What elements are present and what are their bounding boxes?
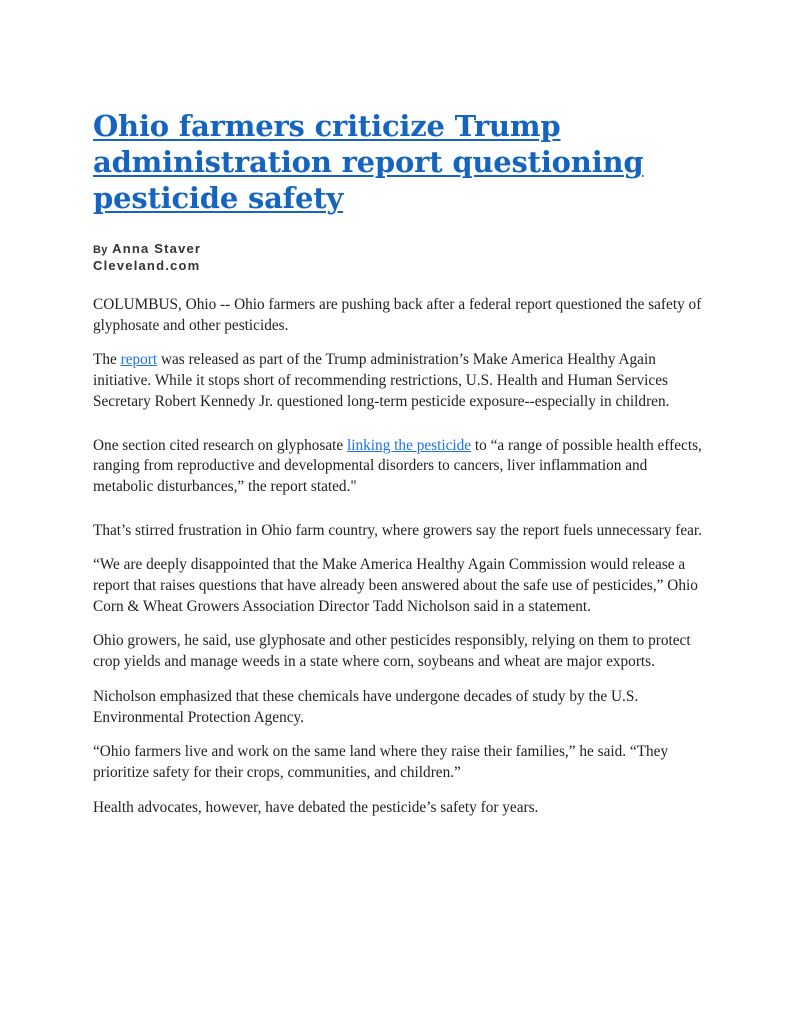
- report-link[interactable]: report: [120, 351, 158, 369]
- paragraph-text: was released as part of the Trump administration’s Make America Healthy Again initiative. While it stops short of recommending restrictions, U.S. Health and Human Services Secretary Robert Kennedy Jr. questioned long-term pesticide exposure--especially in children.: [93, 351, 670, 410]
- outlet-name: Cleveland.com: [93, 258, 201, 273]
- article-headline[interactable]: [93, 108, 703, 216]
- paragraph: COLUMBUS, Ohio -- Ohio farmers are pushing back after a federal report questioned the safety of glyphosate and other pesticides.: [93, 296, 702, 334]
- headline-link[interactable]: Ohio farmers criticize Trump administration report questioning pesticide safety: [93, 109, 644, 215]
- byline: [93, 241, 703, 274]
- article-body: [93, 295, 703, 818]
- paragraph-text: to “a range of possible health effects, ranging from reproductive and developmental disorders to cancers, liver inflammation and metabolic disturbances,” the report stated.": [93, 436, 702, 495]
- paragraph: That’s stirred frustration in Ohio farm country, where growers say the report fuels unnecessary fear.: [93, 521, 702, 539]
- paragraph-text: The: [93, 351, 121, 369]
- paragraph: “Ohio farmers live and work on the same land where they raise their families,” he said. “They prioritize safety for their crops, communities, and children.”: [93, 743, 669, 781]
- author-name: Anna Staver: [112, 241, 202, 256]
- linking-the-pesticide-link[interactable]: linking the pesticide: [347, 436, 472, 454]
- paragraph: [93, 350, 703, 412]
- paragraph-text: One section cited research on glyphosate: [93, 436, 348, 454]
- byline-prefix: By: [93, 244, 108, 256]
- article: [93, 108, 703, 832]
- paragraph: Ohio growers, he said, use glyphosate and other pesticides responsibly, relying on them to protect crop yields and manage weeds in a state where corn, soybeans and wheat are major exports.: [93, 632, 691, 671]
- paragraph: “We are deeply disappointed that the Make America Healthy Again Commission would release a report that raises questions that have already been answered about the safe use of pesticides,” Ohio Corn & Wheat Growers Association Director Tadd Nicholson said in a statement.: [93, 556, 698, 615]
- paragraph: Nicholson emphasized that these chemicals have undergone decades of study by the U.S. Environmental Protection Agency.: [93, 687, 639, 726]
- paragraph: Health advocates, however, have debated the pesticide’s safety for years.: [93, 798, 539, 816]
- paragraph: [93, 436, 703, 498]
